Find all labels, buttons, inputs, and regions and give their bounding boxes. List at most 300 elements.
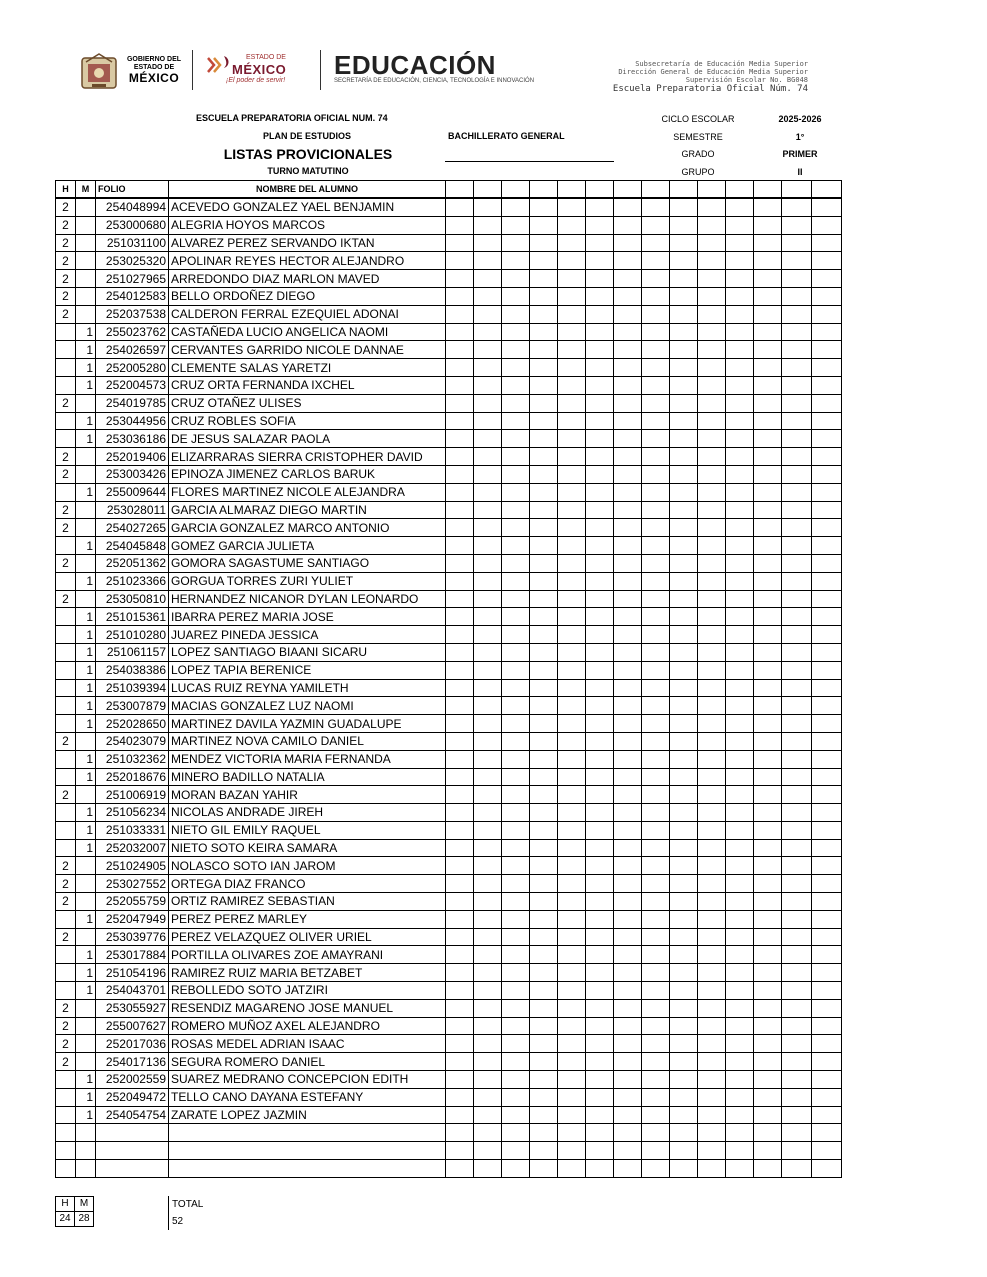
row-folio: 251006919: [96, 786, 169, 804]
attendance-cell: [474, 875, 502, 893]
attendance-cell: [502, 572, 530, 590]
attendance-cell: [502, 786, 530, 804]
attendance-cell: [530, 928, 558, 946]
attendance-cell: [812, 661, 842, 679]
educacion-logo-text: EDUCACIÓN: [334, 50, 496, 80]
attendance-cell: [586, 1071, 614, 1089]
attendance-cell: [812, 465, 842, 483]
table-row: [56, 661, 842, 679]
attendance-cell: [558, 394, 586, 412]
attendance-cell: [446, 893, 474, 911]
table-row: [56, 234, 842, 252]
attendance-cell: [586, 768, 614, 786]
row-h: [56, 1088, 76, 1106]
attendance-cell: [446, 519, 474, 537]
attendance-cell: [530, 1106, 558, 1124]
attendance-cell: [614, 768, 642, 786]
row-nombre: [169, 1124, 446, 1142]
attendance-cell: [670, 608, 698, 626]
attendance-cell: [642, 786, 670, 804]
row-folio: 253027552: [96, 875, 169, 893]
attendance-cell: [726, 234, 754, 252]
attendance-cell: [812, 448, 842, 466]
attendance-cell: [812, 893, 842, 911]
table-row: [56, 341, 842, 359]
attendance-cell: [502, 1160, 530, 1178]
attendance-cell: [782, 1124, 812, 1142]
row-h: 2: [56, 732, 76, 750]
attendance-cell: [446, 786, 474, 804]
row-h: [56, 910, 76, 928]
row-h: [56, 608, 76, 626]
attendance-cell: [754, 1071, 782, 1089]
attendance-cell: [670, 376, 698, 394]
attendance-cell: [782, 1088, 812, 1106]
attendance-cell: [446, 804, 474, 822]
attendance-cell: [812, 412, 842, 430]
attendance-cell: [670, 893, 698, 911]
row-h: [56, 821, 76, 839]
attendance-cell: [502, 839, 530, 857]
row-folio: 253028011: [96, 501, 169, 519]
attendance-cell: [726, 1124, 754, 1142]
attendance-cell: [698, 946, 726, 964]
row-nombre: RAMIREZ RUIZ MARIA BETZABET: [169, 964, 446, 982]
attendance-cell: [782, 1160, 812, 1178]
attendance-cell: [474, 376, 502, 394]
attendance-cell: [642, 910, 670, 928]
row-folio: 253050810: [96, 590, 169, 608]
table-row: [56, 394, 842, 412]
attendance-cell: [726, 715, 754, 733]
attendance-cell: [670, 715, 698, 733]
plan-value: BACHILLERATO GENERAL: [448, 131, 565, 141]
attendance-cell: [586, 465, 614, 483]
attendance-cell: [586, 287, 614, 305]
attendance-cell: [698, 270, 726, 288]
attendance-cell: [670, 412, 698, 430]
attendance-cell: [446, 982, 474, 1000]
attendance-cell: [670, 341, 698, 359]
attendance-cell: [586, 875, 614, 893]
attendance-cell: [530, 697, 558, 715]
attendance-cell: [586, 519, 614, 537]
attendance-cell: [614, 839, 642, 857]
row-h: 2: [56, 554, 76, 572]
attendance-cell: [614, 1124, 642, 1142]
attendance-cell: [642, 1142, 670, 1160]
header-blank-cell: [614, 181, 642, 199]
attendance-cell: [558, 661, 586, 679]
row-folio: 252004573: [96, 376, 169, 394]
attendance-cell: [558, 910, 586, 928]
row-h: [56, 679, 76, 697]
row-h: [56, 804, 76, 822]
attendance-cell: [726, 1142, 754, 1160]
row-nombre: CALDERON FERRAL EZEQUIEL ADONAI: [169, 305, 446, 323]
attendance-cell: [474, 679, 502, 697]
attendance-cell: [446, 1088, 474, 1106]
attendance-cell: [614, 999, 642, 1017]
attendance-cell: [614, 501, 642, 519]
attendance-cell: [642, 341, 670, 359]
attendance-cell: [530, 305, 558, 323]
attendance-cell: [502, 679, 530, 697]
attendance-cell: [446, 1160, 474, 1178]
attendance-cell: [754, 448, 782, 466]
attendance-cell: [782, 821, 812, 839]
attendance-cell: [670, 252, 698, 270]
attendance-cell: [754, 1142, 782, 1160]
attendance-cell: [446, 910, 474, 928]
attendance-cell: [558, 608, 586, 626]
row-m: 1: [76, 750, 96, 768]
attendance-cell: [670, 857, 698, 875]
table-row: [56, 430, 842, 448]
attendance-cell: [642, 893, 670, 911]
attendance-cell: [670, 946, 698, 964]
row-h: 2: [56, 875, 76, 893]
table-row: [56, 732, 842, 750]
attendance-cell: [812, 1017, 842, 1035]
attendance-cell: [642, 448, 670, 466]
row-h: 2: [56, 1053, 76, 1071]
row-h: 2: [56, 305, 76, 323]
attendance-cell: [642, 750, 670, 768]
attendance-cell: [670, 1142, 698, 1160]
attendance-cell: [698, 875, 726, 893]
attendance-cell: [446, 626, 474, 644]
header-h: H: [56, 181, 76, 199]
attendance-cell: [698, 1160, 726, 1178]
attendance-cell: [754, 465, 782, 483]
row-nombre: SEGURA ROMERO DANIEL: [169, 1053, 446, 1071]
attendance-cell: [642, 715, 670, 733]
attendance-cell: [670, 1160, 698, 1178]
attendance-cell: [530, 626, 558, 644]
header-blank-cell: [754, 181, 782, 199]
attendance-cell: [614, 234, 642, 252]
attendance-cell: [502, 305, 530, 323]
row-m: [76, 1053, 96, 1071]
attendance-cell: [642, 305, 670, 323]
attendance-cell: [446, 394, 474, 412]
plan-underline: [445, 161, 614, 162]
row-m: 1: [76, 643, 96, 661]
attendance-cell: [726, 554, 754, 572]
attendance-cell: [698, 839, 726, 857]
attendance-cell: [614, 946, 642, 964]
row-nombre: GARCIA ALMARAZ DIEGO MARTIN: [169, 501, 446, 519]
attendance-cell: [726, 982, 754, 1000]
attendance-cell: [754, 376, 782, 394]
attendance-cell: [642, 697, 670, 715]
attendance-cell: [614, 1088, 642, 1106]
attendance-cell: [812, 821, 842, 839]
attendance-cell: [558, 786, 586, 804]
attendance-cell: [586, 679, 614, 697]
attendance-cell: [586, 448, 614, 466]
row-m: [76, 893, 96, 911]
table-row: [56, 626, 842, 644]
table-row: [56, 323, 842, 341]
attendance-cell: [754, 893, 782, 911]
attendance-cell: [812, 430, 842, 448]
row-folio: 253044956: [96, 412, 169, 430]
attendance-cell: [558, 697, 586, 715]
student-list-table: [55, 180, 842, 1178]
attendance-cell: [782, 572, 812, 590]
attendance-cell: [614, 608, 642, 626]
attendance-cell: [782, 287, 812, 305]
row-h: 2: [56, 1017, 76, 1035]
attendance-cell: [446, 608, 474, 626]
attendance-cell: [698, 287, 726, 305]
attendance-cell: [446, 501, 474, 519]
attendance-cell: [586, 982, 614, 1000]
attendance-cell: [698, 768, 726, 786]
attendance-cell: [642, 287, 670, 305]
attendance-cell: [502, 376, 530, 394]
row-nombre: GOMORA SAGASTUME SANTIAGO: [169, 554, 446, 572]
attendance-cell: [558, 305, 586, 323]
attendance-cell: [502, 234, 530, 252]
attendance-cell: [446, 1035, 474, 1053]
attendance-cell: [754, 323, 782, 341]
attendance-cell: [642, 643, 670, 661]
attendance-cell: [698, 928, 726, 946]
attendance-cell: [670, 786, 698, 804]
row-folio: 251033331: [96, 821, 169, 839]
attendance-cell: [474, 1071, 502, 1089]
attendance-cell: [726, 1053, 754, 1071]
attendance-cell: [726, 928, 754, 946]
attendance-cell: [726, 999, 754, 1017]
attendance-cell: [670, 323, 698, 341]
table-row: [56, 1160, 842, 1178]
attendance-cell: [782, 608, 812, 626]
attendance-cell: [446, 412, 474, 430]
row-h: 2: [56, 501, 76, 519]
attendance-cell: [614, 786, 642, 804]
attendance-cell: [586, 412, 614, 430]
attendance-cell: [530, 270, 558, 288]
attendance-cell: [502, 394, 530, 412]
attendance-cell: [782, 323, 812, 341]
attendance-cell: [474, 252, 502, 270]
attendance-cell: [586, 893, 614, 911]
attendance-cell: [698, 341, 726, 359]
attendance-cell: [782, 1017, 812, 1035]
attendance-cell: [642, 661, 670, 679]
header-blank-cell: [670, 181, 698, 199]
attendance-cell: [446, 252, 474, 270]
ciclo-value: 2025-2026: [778, 114, 822, 124]
attendance-cell: [726, 465, 754, 483]
attendance-cell: [812, 1106, 842, 1124]
row-h: 2: [56, 893, 76, 911]
attendance-cell: [530, 750, 558, 768]
attendance-cell: [446, 270, 474, 288]
attendance-cell: [642, 1124, 670, 1142]
row-folio: 253017884: [96, 946, 169, 964]
grado-value: PRIMER: [782, 149, 818, 159]
attendance-cell: [474, 590, 502, 608]
attendance-cell: [558, 252, 586, 270]
attendance-cell: [474, 982, 502, 1000]
table-row: [56, 697, 842, 715]
attendance-cell: [642, 732, 670, 750]
attendance-cell: [812, 1124, 842, 1142]
row-folio: 251056234: [96, 804, 169, 822]
row-nombre: GOMEZ GARCIA JULIETA: [169, 537, 446, 555]
attendance-cell: [698, 305, 726, 323]
attendance-cell: [726, 252, 754, 270]
attendance-cell: [726, 839, 754, 857]
row-m: [76, 554, 96, 572]
attendance-cell: [812, 501, 842, 519]
attendance-cell: [502, 252, 530, 270]
attendance-cell: [726, 305, 754, 323]
row-h: [56, 643, 76, 661]
row-folio: 252019406: [96, 448, 169, 466]
attendance-cell: [502, 465, 530, 483]
attendance-cell: [698, 661, 726, 679]
table-row: [56, 572, 842, 590]
attendance-cell: [502, 928, 530, 946]
attendance-cell: [614, 412, 642, 430]
attendance-cell: [530, 537, 558, 555]
table-row: [56, 643, 842, 661]
attendance-cell: [754, 626, 782, 644]
row-m: [76, 216, 96, 234]
attendance-cell: [446, 661, 474, 679]
attendance-cell: [614, 483, 642, 501]
attendance-cell: [446, 697, 474, 715]
attendance-cell: [812, 483, 842, 501]
attendance-cell: [754, 910, 782, 928]
attendance-cell: [474, 234, 502, 252]
attendance-cell: [530, 999, 558, 1017]
attendance-cell: [614, 590, 642, 608]
row-nombre: NICOLAS ANDRADE JIREH: [169, 804, 446, 822]
attendance-cell: [642, 234, 670, 252]
attendance-cell: [586, 430, 614, 448]
attendance-cell: [586, 786, 614, 804]
row-m: [76, 732, 96, 750]
attendance-cell: [558, 928, 586, 946]
attendance-cell: [726, 821, 754, 839]
row-nombre: APOLINAR REYES HECTOR ALEJANDRO: [169, 252, 446, 270]
attendance-cell: [586, 1035, 614, 1053]
row-folio: 252017036: [96, 1035, 169, 1053]
row-nombre: REBOLLEDO SOTO JATZIRI: [169, 982, 446, 1000]
plan-label: PLAN DE ESTUDIOS: [262, 131, 352, 141]
attendance-cell: [642, 804, 670, 822]
attendance-cell: [726, 376, 754, 394]
attendance-cell: [446, 572, 474, 590]
row-folio: 251032362: [96, 750, 169, 768]
attendance-cell: [474, 857, 502, 875]
attendance-cell: [812, 1088, 842, 1106]
attendance-cell: [782, 804, 812, 822]
row-nombre: ALVAREZ PEREZ SERVANDO IKTAN: [169, 234, 446, 252]
attendance-cell: [782, 1106, 812, 1124]
attendance-cell: [586, 608, 614, 626]
attendance-cell: [754, 501, 782, 519]
row-folio: 252055759: [96, 893, 169, 911]
attendance-cell: [502, 982, 530, 1000]
attendance-cell: [502, 626, 530, 644]
gobierno-logo-text: GOBIERNO DEL ESTADO DE MÉXICO: [126, 56, 182, 85]
row-nombre: BELLO ORDOÑEZ DIEGO: [169, 287, 446, 305]
row-nombre: MACIAS GONZALEZ LUZ NAOMI: [169, 697, 446, 715]
attendance-cell: [530, 661, 558, 679]
attendance-cell: [698, 821, 726, 839]
attendance-cell: [698, 537, 726, 555]
attendance-cell: [812, 252, 842, 270]
attendance-cell: [698, 1088, 726, 1106]
attendance-cell: [530, 1017, 558, 1035]
row-m: [76, 1035, 96, 1053]
attendance-cell: [782, 305, 812, 323]
attendance-cell: [558, 1017, 586, 1035]
row-folio: [96, 1124, 169, 1142]
attendance-cell: [670, 572, 698, 590]
attendance-cell: [474, 964, 502, 982]
attendance-cell: [558, 554, 586, 572]
attendance-cell: [698, 964, 726, 982]
row-m: [76, 448, 96, 466]
attendance-cell: [474, 999, 502, 1017]
attendance-cell: [754, 999, 782, 1017]
attendance-cell: [642, 928, 670, 946]
row-h: [56, 626, 76, 644]
row-nombre: CLEMENTE SALAS YARETZI: [169, 359, 446, 377]
attendance-cell: [614, 1053, 642, 1071]
attendance-cell: [698, 376, 726, 394]
attendance-cell: [614, 270, 642, 288]
attendance-cell: [670, 430, 698, 448]
row-m: 1: [76, 376, 96, 394]
attendance-cell: [558, 537, 586, 555]
attendance-cell: [558, 341, 586, 359]
attendance-cell: [502, 1017, 530, 1035]
attendance-cell: [530, 323, 558, 341]
row-nombre: ORTEGA DIAZ FRANCO: [169, 875, 446, 893]
row-nombre: LOPEZ TAPIA BERENICE: [169, 661, 446, 679]
attendance-cell: [812, 964, 842, 982]
row-folio: 252049472: [96, 1088, 169, 1106]
attendance-cell: [446, 537, 474, 555]
attendance-cell: [754, 750, 782, 768]
attendance-cell: [642, 519, 670, 537]
header-blank-cell: [642, 181, 670, 199]
attendance-cell: [642, 270, 670, 288]
attendance-cell: [446, 323, 474, 341]
attendance-cell: [614, 341, 642, 359]
table-row: [56, 1017, 842, 1035]
attendance-cell: [614, 376, 642, 394]
attendance-cell: [558, 270, 586, 288]
attendance-cell: [586, 216, 614, 234]
row-m: 1: [76, 821, 96, 839]
attendance-cell: [670, 198, 698, 216]
attendance-cell: [642, 679, 670, 697]
attendance-cell: [642, 1160, 670, 1178]
attendance-cell: [586, 697, 614, 715]
attendance-cell: [670, 643, 698, 661]
